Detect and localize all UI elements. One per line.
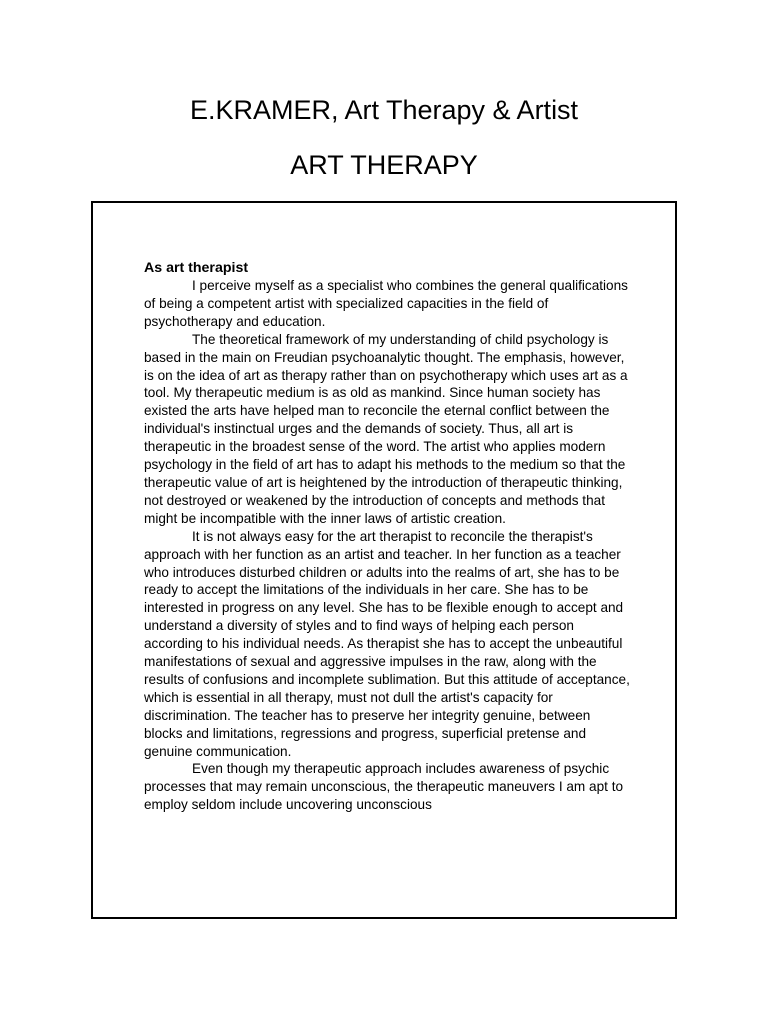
page-subtitle: ART THERAPY (290, 150, 478, 180)
section-content (144, 259, 630, 814)
paragraph-2: The theoretical framework of my understanding of child psychology is based in the main on Freudian psychoanalytic thought. The emphasis, however, is on the idea of art as therapy rather than on psychotherapy which uses art as a tool. My therapeutic medium is as old as mankind. Since human society has existed the arts have helped man to reconcile the eternal conflict between the individual's instinctual urges and the demands of society. Thus, all art is therapeutic in the broadest sense of the word. The artist who applies modern psychology in the field of art has to adapt his methods to the medium so that the therapeutic value of art is heightened by the introduction of therapeutic thinking, not destroyed or weakened by the introduction of concepts and methods that might be incompatible with the inner laws of artistic creation. (144, 331, 628, 526)
paragraph-3: It is not always easy for the art therapist to reconcile the therapist's approach with her function as an artist and teacher. In her function as a teacher who introduces disturbed children or adults into the realms of art, she has to be ready to accept the limitations of the individuals in her care. She has to be interested in progress on any level. She has to be flexible enough to accept and understand a diversity of styles and to find ways of helping each person according to his individual needs. As therapist she has to accept the unbeautiful manifestations of sexual and aggressive impulses in the raw, along with the results of confusions and incomplete sublimation. But this attitude of acceptance, which is essential in all therapy, must not dull the artist's capacity for discrimination. The teacher has to preserve her integrity genuine, between blocks and limitations, regressions and progress, superficial pretense and genuine communication. (144, 528, 630, 759)
paragraph-1: I perceive myself as a specialist who combines the general qualifications of being a competent artist with specialized capacities in the field of psychotherapy and education. (144, 278, 628, 329)
section-heading: As art therapist (144, 260, 249, 276)
page-title: E.KRAMER, Art Therapy & Artist (189, 95, 579, 125)
paragraph-4: Even though my therapeutic approach includes awareness of psychic processes that may remain unconscious, the therapeutic maneuvers I am apt to employ seldom include uncovering unconscious (144, 761, 624, 813)
content-box (91, 201, 677, 919)
